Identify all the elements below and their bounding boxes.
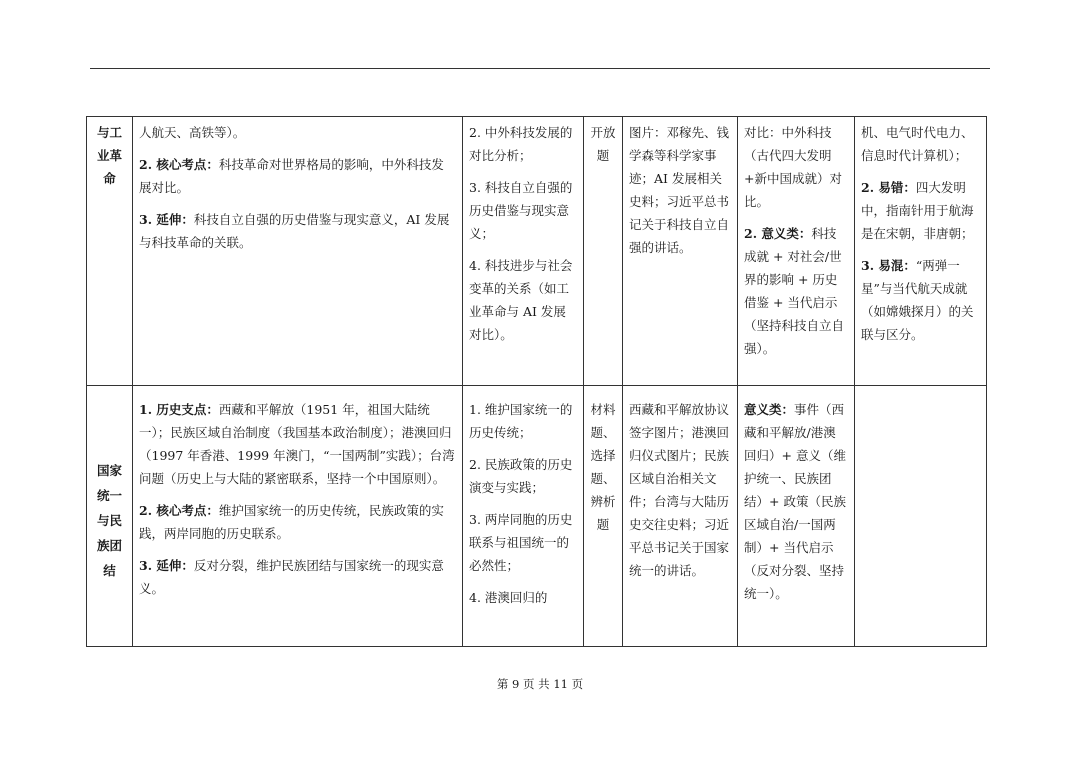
tips-cell (855, 117, 987, 386)
question-type-cell: 材料题、选择题、辨析题 (584, 386, 623, 647)
ability-item: 2. 民族政策的历史演变与实践； (469, 457, 573, 495)
content-para: 2. 核心考点：科技革命对世界格局的影响，中外科技发展对比。 (139, 157, 444, 195)
page-footer: 第 9 页 共 11 页 (496, 677, 584, 691)
tips-para: 机、电气时代电力、信息时代计算机）； (861, 125, 974, 163)
ability-item: 4. 港澳回归的 (469, 590, 548, 605)
topic-cell: 国家统一与民族团结 (87, 386, 133, 647)
tips-cell (855, 386, 987, 647)
question-type-cell: 开放题 (584, 117, 623, 386)
content-para: 人航天、高铁等）。 (139, 125, 246, 140)
ability-item: 1. 维护国家统一的历史传统； (469, 402, 573, 440)
ability-item: 2. 中外科技发展的对比分析； (469, 125, 573, 163)
ability-cell (463, 386, 584, 647)
ability-item: 4. 科技进步与社会变革的关系（如工业革命与 AI 发展对比）。 (469, 258, 573, 342)
material-cell: 图片：邓稼先、钱学森等科学家事迹；AI 发展相关史料；习近平总书记关于科技自立自强的讲话。 (623, 117, 738, 386)
ability-cell (463, 117, 584, 386)
answer-para: 对比：中外科技（古代四大发明+新中国成就）对比。 (744, 125, 842, 209)
curriculum-table (86, 116, 987, 647)
answer-cell (738, 386, 855, 647)
content-para: 1. 历史支点：西藏和平解放（1951 年，祖国大陆统一）；民族区域自治制度（我国基本政治制度）；港澳回归（1997 年香港、1999 年澳门，“一国两制”实践）；台湾问题（历史上与大陆的紧密联系，坚持一个中国原则）。 (139, 402, 455, 486)
answer-cell (738, 117, 855, 386)
content-para: 3. 延伸：科技自立自强的历史借鉴与现实意义，AI 发展与科技革命的关联。 (139, 212, 450, 250)
content-para: 2. 核心考点：维护国家统一的历史传统，民族政策的实践，两岸同胞的历史联系。 (139, 503, 444, 541)
ability-item: 3. 两岸同胞的历史联系与祖国统一的必然性； (469, 512, 573, 573)
table-row (87, 386, 987, 647)
header-rule (90, 68, 990, 69)
tips-para: 2. 易错：四大发明中，指南针用于航海是在宋朝，非唐朝； (861, 180, 974, 241)
table-row (87, 117, 987, 386)
content-cell (133, 117, 463, 386)
topic-cell: 与工业革命 (87, 117, 133, 386)
material-cell: 西藏和平解放协议签字图片；港澳回归仪式图片；民族区域自治相关文件；台湾与大陆历史交往史料；习近平总书记关于国家统一的讲话。 (623, 386, 738, 647)
answer-para: 意义类：事件（西藏和平解放/港澳回归）+ 意义（维护统一、民族团结）+ 政策（民族区域自治/一国两制）+ 当代启示（反对分裂、坚持统一）。 (744, 402, 846, 601)
ability-item: 3. 科技自立自强的历史借鉴与现实意义； (469, 180, 573, 241)
tips-para: 3. 易混：“两弹一星”与当代航天成就（如嫦娥探月）的关联与区分。 (861, 258, 974, 342)
content-cell (133, 386, 463, 647)
content-para: 3. 延伸：反对分裂，维护民族团结与国家统一的现实意义。 (139, 558, 444, 596)
answer-para: 2. 意义类：科技成就 + 对社会/世界的影响 + 历史借鉴 + 当代启示（坚持科技自立自强）。 (744, 226, 845, 356)
